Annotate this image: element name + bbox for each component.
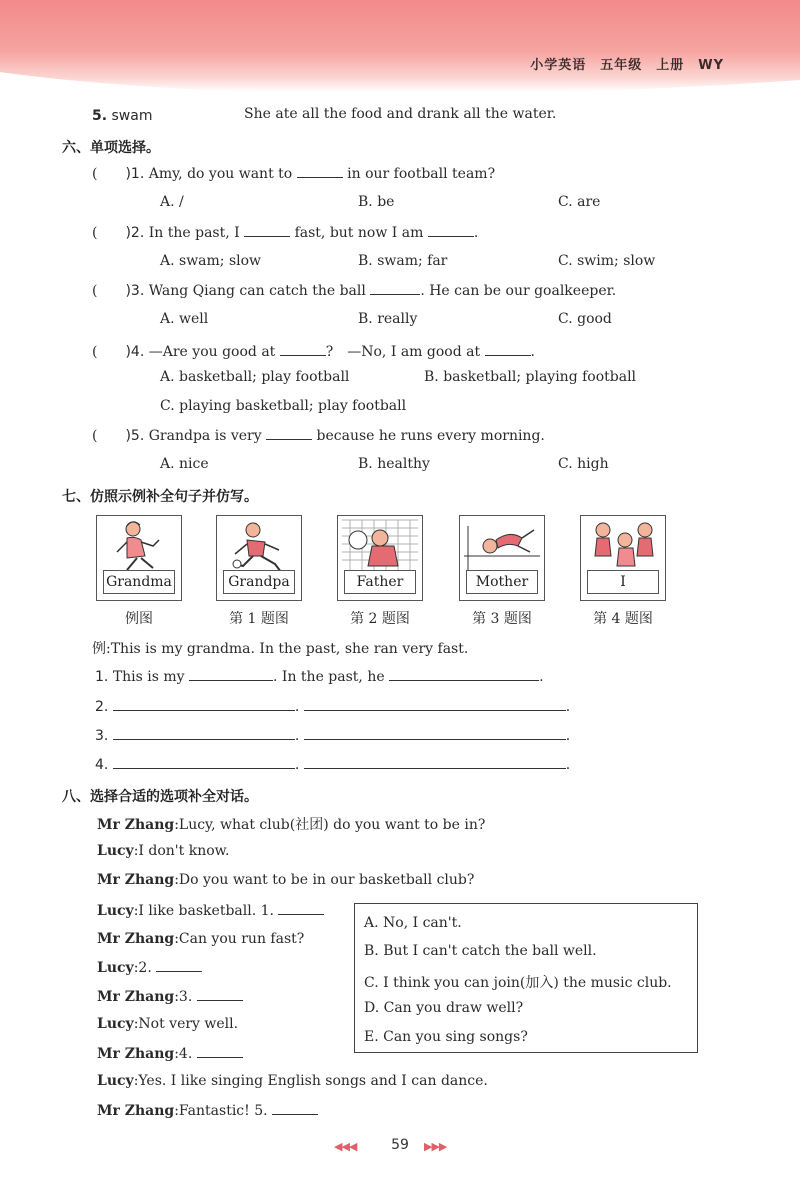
writing-line-1 xyxy=(95,668,544,685)
colon: : xyxy=(133,1073,139,1089)
q3-option-a[interactable]: A. well xyxy=(160,311,209,327)
answer-paren: ( xyxy=(92,344,98,360)
question-text: fast, but now I am xyxy=(294,225,424,241)
question-number: )5. xyxy=(125,428,145,444)
colon: : xyxy=(174,872,179,888)
question-text: Wang Qiang can catch the ball xyxy=(148,283,366,299)
question-text: . He can be our goalkeeper. xyxy=(420,283,617,299)
speaker: Lucy xyxy=(97,1016,134,1032)
writing-line-3 xyxy=(95,727,570,744)
example-sentence: 例:This is my grandma. In the past, she ran very fast. xyxy=(92,641,469,657)
picture-label: Grandma xyxy=(103,570,175,594)
blank[interactable] xyxy=(189,668,273,681)
q3-option-b[interactable]: B. really xyxy=(358,311,418,327)
question-number: )4. xyxy=(125,344,145,360)
line-text: . xyxy=(294,728,300,744)
question-number: )3. xyxy=(125,283,145,299)
utterance: 3. xyxy=(178,989,193,1005)
line-number: 1. xyxy=(95,669,109,685)
q4-option-c[interactable]: C. playing basketball; play football xyxy=(160,398,407,414)
blank[interactable] xyxy=(297,165,343,178)
question-text: Grandpa is very xyxy=(148,428,262,444)
blank[interactable] xyxy=(156,959,202,972)
dialogue-line xyxy=(97,902,324,919)
answer-paren: ( xyxy=(92,428,98,444)
picture-caption: 第 4 题图 xyxy=(593,611,653,627)
utterance: Do you want to be in our basketball club? xyxy=(178,872,475,888)
speaker: Mr Zhang xyxy=(97,817,175,833)
question-text: in our football team? xyxy=(347,166,496,182)
question-number: )2. xyxy=(125,225,145,241)
mother-jumping-illustration xyxy=(460,516,543,576)
speaker: Mr Zhang xyxy=(97,989,175,1005)
question-4 xyxy=(92,341,535,361)
utterance: I don't know. xyxy=(138,843,230,859)
option-a[interactable]: A. No, I can't. xyxy=(364,915,462,931)
colon: : xyxy=(133,960,139,976)
picture-caption: 第 2 题图 xyxy=(350,611,410,627)
grandpa-illustration xyxy=(217,516,300,576)
line-text: . In the past, he xyxy=(273,669,385,685)
dialogue-line xyxy=(97,1102,318,1119)
picture-3 xyxy=(459,515,545,601)
colon: : xyxy=(174,1103,179,1119)
picture-caption: 第 1 题图 xyxy=(229,611,289,627)
line-number: 3. xyxy=(95,728,109,744)
blank[interactable] xyxy=(304,698,566,711)
dialogue-line xyxy=(97,988,243,1005)
dialogue-line xyxy=(97,959,202,976)
blank[interactable] xyxy=(272,1102,318,1115)
q5-option-a[interactable]: A. nice xyxy=(160,456,209,472)
line-number: 4. xyxy=(95,757,109,773)
line-text: . xyxy=(565,757,571,773)
line-text: This is my xyxy=(112,669,185,685)
answer-paren: ( xyxy=(92,283,98,299)
q2-option-c[interactable]: C. swim; slow xyxy=(558,253,656,269)
line-text: . xyxy=(294,757,300,773)
speaker: Lucy xyxy=(97,843,134,859)
question-3 xyxy=(92,282,616,299)
q1-option-b[interactable]: B. be xyxy=(358,194,395,210)
answer-paren: ( xyxy=(92,166,98,182)
q2-option-a[interactable]: A. swam; slow xyxy=(160,253,262,269)
blank[interactable] xyxy=(197,1045,243,1058)
utterance: Not very well. xyxy=(138,1016,239,1032)
picture-1 xyxy=(216,515,302,601)
blank[interactable] xyxy=(389,668,539,681)
question-1 xyxy=(92,165,495,182)
dialogue-line xyxy=(97,814,485,834)
question-text: —Are you good at xyxy=(148,344,276,360)
q1-option-a[interactable]: A. / xyxy=(160,194,184,210)
blank[interactable] xyxy=(485,343,531,356)
dialogue-line xyxy=(97,1045,243,1062)
blank[interactable] xyxy=(266,427,312,440)
picture-label: Grandpa xyxy=(223,570,295,594)
question-2 xyxy=(92,224,478,241)
blank[interactable] xyxy=(113,756,295,769)
q4-option-b[interactable]: B. basketball; playing football xyxy=(424,369,637,385)
page-number: 59 xyxy=(391,1137,409,1153)
speaker: Lucy xyxy=(97,960,134,976)
picture-label: I xyxy=(587,570,659,594)
option-b[interactable]: B. But I can't catch the ball well. xyxy=(364,943,597,959)
blank[interactable] xyxy=(197,988,243,1001)
writing-line-4 xyxy=(95,756,570,773)
picture-2 xyxy=(337,515,423,601)
speaker: Mr Zhang xyxy=(97,1046,175,1062)
prev-item-sentence: She ate all the food and drank all the water. xyxy=(244,106,557,122)
q3-option-c[interactable]: C. good xyxy=(558,311,612,327)
dialogue-line xyxy=(97,1016,238,1032)
dialogue-line xyxy=(97,872,474,888)
father-goalkeeper-illustration xyxy=(338,516,421,576)
blank[interactable] xyxy=(370,282,420,295)
speaker: Mr Zhang xyxy=(97,1103,175,1119)
blank[interactable] xyxy=(278,902,324,915)
picture-label: Mother xyxy=(466,570,538,594)
children-playing-illustration xyxy=(581,516,664,576)
picture-4 xyxy=(580,515,666,601)
blank[interactable] xyxy=(244,224,290,237)
blank[interactable] xyxy=(280,343,326,356)
option-e[interactable]: E. Can you sing songs? xyxy=(364,1029,528,1045)
dialogue-line xyxy=(97,1073,488,1089)
question-text: In the past, I xyxy=(148,225,240,241)
q1-option-c[interactable]: C. are xyxy=(558,194,601,210)
utterance: 4. xyxy=(178,1046,193,1062)
utterance: 2. xyxy=(138,960,152,976)
option-c[interactable]: C. I think you can join(加入) the music club. xyxy=(364,975,672,991)
speaker: Lucy xyxy=(97,1073,134,1089)
running-woman-illustration xyxy=(97,516,180,576)
utterance: Can you run fast? xyxy=(178,931,305,947)
speaker: Mr Zhang xyxy=(97,872,175,888)
picture-caption: 第 3 题图 xyxy=(472,611,532,627)
picture-label: Father xyxy=(344,570,416,594)
prev-item xyxy=(92,108,152,124)
q5-option-b[interactable]: B. healthy xyxy=(358,456,430,472)
line-text: . xyxy=(539,669,544,685)
line-number: 2. xyxy=(95,699,109,715)
dialogue-line xyxy=(97,843,229,859)
colon: : xyxy=(174,1046,179,1062)
prev-item-num: 5. xyxy=(92,108,108,124)
colon: : xyxy=(133,903,139,919)
colon: : xyxy=(174,817,179,833)
q5-option-c[interactable]: C. high xyxy=(558,456,609,472)
line-text: . xyxy=(565,699,571,715)
blank[interactable] xyxy=(428,224,474,237)
blank[interactable] xyxy=(304,756,566,769)
speaker: Mr Zhang xyxy=(97,931,175,947)
colon: : xyxy=(133,843,139,859)
colon: : xyxy=(174,989,179,1005)
picture-caption: 例图 xyxy=(125,611,153,627)
answer-paren: ( xyxy=(92,225,98,241)
prev-item-word: swam xyxy=(111,108,153,124)
q4-option-a[interactable]: A. basketball; play football xyxy=(160,369,350,385)
picture-example xyxy=(96,515,182,601)
section-8-title: 八、选择合适的选项补全对话。 xyxy=(62,789,258,805)
speaker: Lucy xyxy=(97,903,134,919)
question-text: . xyxy=(473,225,479,241)
question-text: Amy, do you want to xyxy=(148,166,293,182)
line-text: . xyxy=(294,699,300,715)
q2-option-b[interactable]: B. swam; far xyxy=(358,253,448,269)
colon: : xyxy=(174,931,179,947)
utterance: Fantastic! 5. xyxy=(178,1103,268,1119)
utterance: I like basketball. 1. xyxy=(138,903,274,919)
dialogue-line xyxy=(97,931,304,947)
question-5 xyxy=(92,427,545,444)
question-text: ? —No, I am good at xyxy=(325,344,481,360)
prev-arrows-icon: ◀◀◀ xyxy=(334,1140,357,1153)
option-d[interactable]: D. Can you draw well? xyxy=(364,1000,524,1016)
question-number: )1. xyxy=(125,166,145,182)
section-6-title: 六、单项选择。 xyxy=(62,140,160,156)
blank[interactable] xyxy=(113,727,295,740)
next-arrows-icon: ▶▶▶ xyxy=(424,1140,447,1153)
blank[interactable] xyxy=(304,727,566,740)
writing-line-2 xyxy=(95,698,570,715)
colon: : xyxy=(133,1016,139,1032)
question-text: . xyxy=(530,344,535,360)
section-7-title: 七、仿照示例补全句子并仿写。 xyxy=(62,489,258,505)
book-label: 小学英语 五年级 上册 WY xyxy=(530,58,724,73)
blank[interactable] xyxy=(113,698,295,711)
utterance: Yes. I like singing English songs and I can dance. xyxy=(138,1073,488,1089)
utterance: Lucy, what club(社团) do you want to be in? xyxy=(178,817,486,833)
line-text: . xyxy=(565,728,571,744)
question-text: because he runs every morning. xyxy=(316,428,545,444)
